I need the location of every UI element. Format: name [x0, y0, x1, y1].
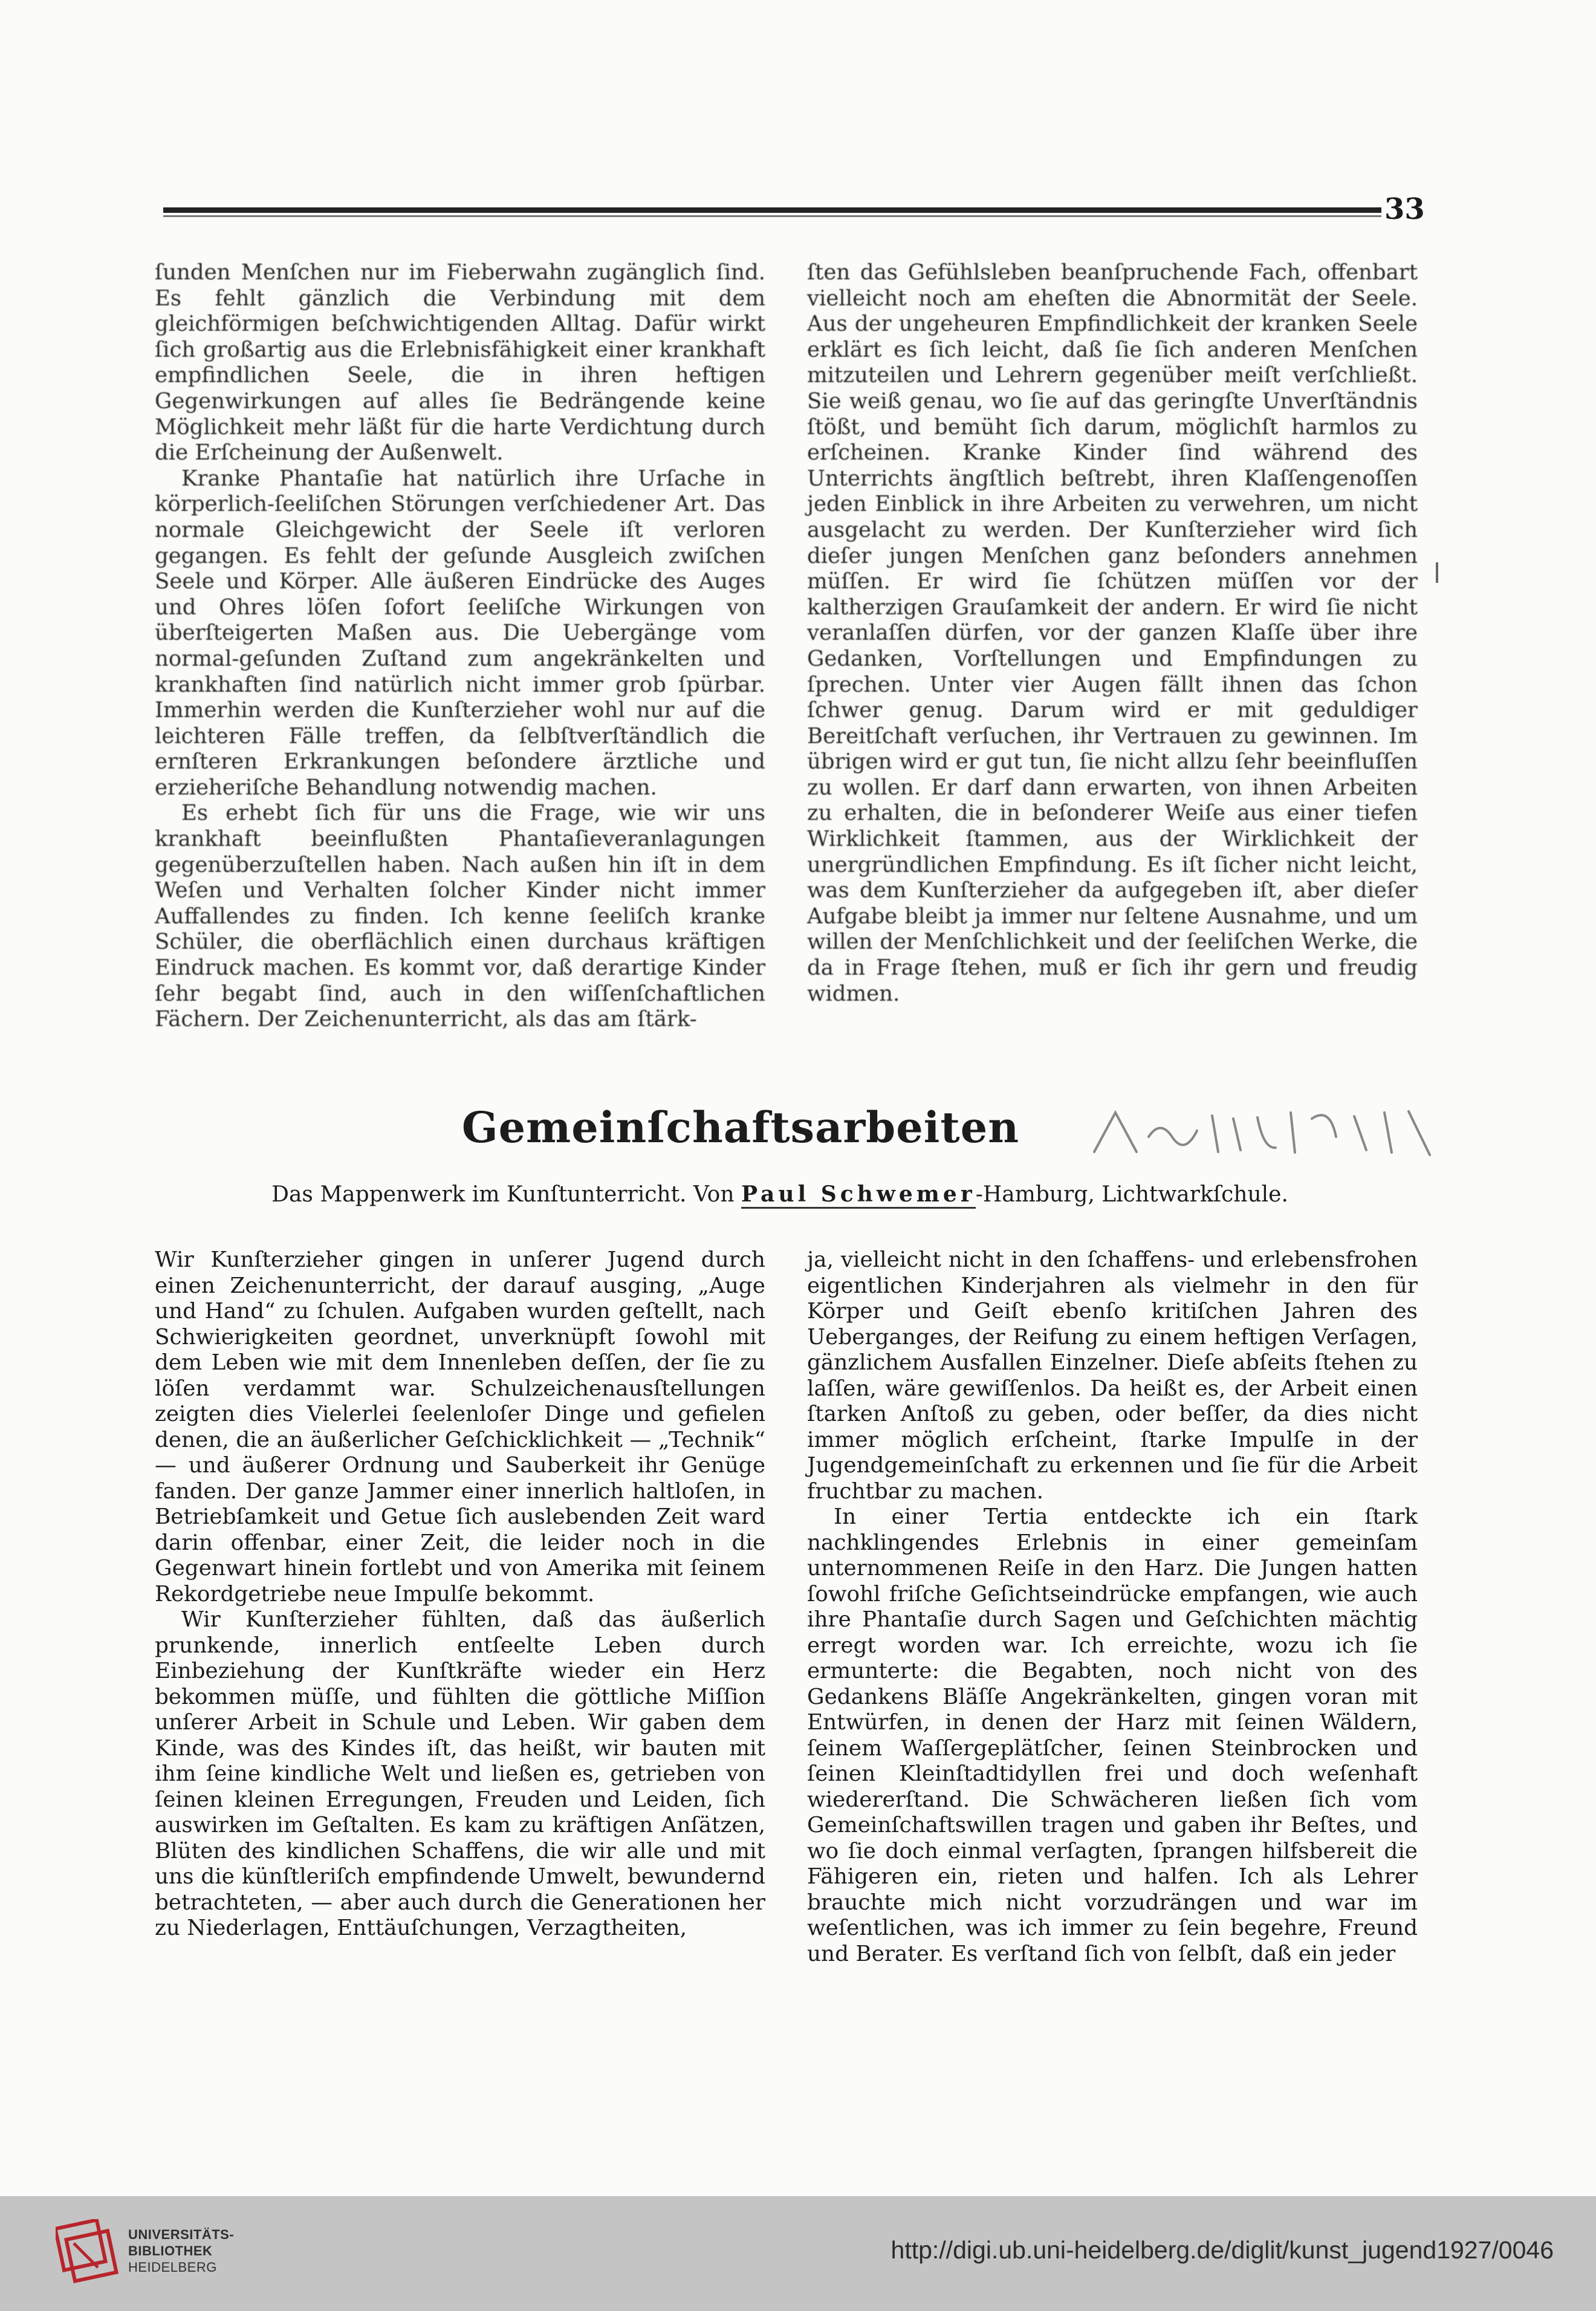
column-left-top [155, 260, 765, 1040]
column-left-bottom [155, 1247, 765, 2033]
paragraph: ſunden Menſchen nur im Fieberwahn zugänglich ſind. Es fehlt gänzlich die Verbindung mit dem gleichförmigen beſchwichtigenden Alltag. Dafür wirkt ſich großartig aus die Erlebnisfähigkeit einer krankhaft empfindlichen Seele, die in ihren heftigen Gegenwirkungen auf alles ſie Bedrängende keine Möglichkeit mehr läßt für die harte Verdichtung durch die Erſcheinung der Außenwelt. [155, 260, 765, 466]
margin-mark [1436, 562, 1438, 583]
paragraph: Kranke Phantaſie hat natürlich ihre Urſache in körperlich-ſeeliſchen Störungen verſchiedener Art. Das normale Gleichgewicht der Seele iſt verloren gegangen. Es fehlt der geſunde Ausgleich zwiſchen Seele und Körper. Alle äußeren Eindrücke des Auges und Ohres löſen ſofort ſeeliſche Wirkungen von überſteigerten Maßen aus. Die Uebergänge vom normal-geſunden Zuſtand zum angekränkelten und krankhaften ſind natürlich nicht immer grob ſpürbar. Immerhin werden die Kunſterzieher wohl nur auf die leichteren Fälle treffen, da ſelbſtverſtändlich die ernſteren Erkrankungen beſondere ärztliche und erzieheriſche Behandlung notwendig machen. [155, 466, 765, 800]
paragraph: ſten das Gefühlsleben beanſpruchende Fach, offenbart vielleicht noch am eheſten die Abnormität der Seele. Aus der ungeheuren Empfindlichkeit der kranken Seele erklärt es ſich leicht, daß ſie ſich anderen Menſchen mitzuteilen und Lehrern gegenüber meiſt verſchließt. Sie weiß genau, wo ſie auf das geringſte Unverſtändnis ſtößt, und bemüht ſich darum, möglichſt harmlos zu erſcheinen. Kranke Kinder ſind während des Unterrichts ängſtlich beſtrebt, ihren Klaſſengenoſſen jeden Einblick in ihre Arbeiten zu verwehren, um nicht ausgelacht zu werden. Der Kunſterzieher wird ſich dieſer jungen Menſchen ganz beſonders annehmen müſſen. Er wird ſie ſchützen müſſen vor der kaltherzigen Grauſamkeit der andern. Er wird ſie nicht veranlaſſen dürfen, vor der ganzen Klaſſe über ihre Gedanken, Vorſtellungen und Empfindungen zu ſprechen. Unter vier Augen fällt ihnen das ſchon ſchwer genug. Darum wird er mit geduldiger Bereitſchaft verſuchen, ihr Vertrauen zu gewinnen. Im übrigen wird er gut tun, ſie nicht allzu ſehr beeinfluſſen zu wollen. Er darf dann erwarten, von ihnen Arbeiten zu erhalten, die in beſonderer Weiſe aus einer tiefen Wirklichkeit ſtammen, aus der Wirklichkeit der unergründlichen Empfindung. Es iſt ſicher nicht leicht, was dem Kunſterzieher da aufgegeben iſt, aber dieſer Aufgabe bleibt ja immer nur ſeltene Ausnahme, und um willen der Menſchlichkeit und der ſeeliſchen Werke, die da in Frage ſtehen, muß er ſich ihr gern und freudig widmen. [807, 260, 1418, 1006]
library-name[interactable] [128, 2226, 346, 2275]
article-subtitle [212, 1179, 1348, 1210]
subtitle-suffix: -Hamburg, Lichtwarkſchule. [975, 1182, 1288, 1207]
paragraph: Es erhebt ſich für uns die Frage, wie wir uns krankhaft beeinflußten Phantaſieveranlagungen gegenüberzuſtellen haben. Nach außen hin iſt in dem Weſen und Verhalten ſolcher Kinder nicht immer Auffallendes zu finden. Ich kenne ſeeliſch kranke Schüler, die oberflächlich einen durchaus kräftigen Eindruck machen. Es kommt vor, daß derartige Kinder ſehr begabt ſind, auch in den wiſſenſchaftlichen Fächern. Der Zeichenunterricht, als das am ſtärk- [155, 801, 765, 1032]
handwritten-annotation [1082, 1094, 1445, 1161]
library-line2: BIBLIOTHEK [128, 2243, 213, 2258]
header-rule [163, 207, 1381, 213]
section-title: Gemeinſchaftsarbeiten [461, 1102, 1020, 1152]
page-number: 33 [1384, 192, 1425, 226]
library-line3: HEIDELBERG [128, 2260, 217, 2275]
paragraph: Wir Kunſterzieher fühlten, daß das äußerlich prunkende, innerlich entſeelte Leben durch Einbeziehung der Kunſtkräfte wieder ein Herz bekommen müſſe, und fühlten die göttliche Miſſion unſerer Arbeit in Schule und Leben. Wir gaben dem Kinde, was des Kindes iſt, das heißt, wir bauten mit ihm ſeine kindliche Welt und ließen es, getrieben von ſeinen kleinen Erregungen, Freuden und Leiden, ſich auswirken im Geſtalten. Es kam zu kräftigen Anſätzen, Blüten des kindlichen Schaffens, die wir alle und mit uns die künſtleriſch empfindende Umwelt, bewundernd betrachteten, — aber auch durch die Generationen her zu Niederlagen, Enttäuſchungen, Verzagtheiten, [155, 1607, 765, 1940]
paragraph: In einer Tertia entdeckte ich ein ſtark nachklingendes Erlebnis in einer gemeinſam unternommenen Reiſe in den Harz. Die Jungen hatten ſowohl friſche Geſichtseindrücke empfangen, wie auch ihre Phantaſie durch Sagen und Geſchichten mächtig erregt worden war. Ich erreichte, wozu ich ſie ermunterte: die Begabten, noch nicht von des Gedankens Bläſſe Angekränkelten, gingen voran mit Entwürfen, in denen der Harz mit ſeinen Wäldern, ſeinem Waſſergeplätſcher, ſeinen Steinbrocken und ſeinen Kleinſtadtidyllen frei und doch weſenhaft wiedererſtand. Die Schwächeren ließen ſich vom Gemeinſchaftswillen tragen und gaben ihr Beſtes, und wo ſie doch einmal verſagten, ſprangen hilfsbereit die Fähigeren ein, rieten und halfen. Ich als Lehrer brauchte mich nicht vorzudrängen und war im weſentlichen, was ich immer zu ſein begehre, Freund und Berater. Es verſtand ſich von ſelbſt, daß ein jeder [807, 1504, 1418, 1966]
paragraph: ja, vielleicht nicht in den ſchaffens- und erlebensfrohen eigentlichen Kinderjahren als vielmehr in den für Körper und Geiſt ebenſo kritiſchen Jahren des Ueberganges, der Reifung zu einem heftigen Verſagen, gänzlichem Ausfallen Einzelner. Dieſe abſeits ſtehen zu laſſen, wäre gewiſſenlos. Da heißt es, der Arbeit einen ſtarken Anſtoß zu geben, oder beſſer, da dies nicht immer möglich erſcheint, ſtarke Impulſe in der Jugendgemeinſchaft zu erkennen und ſie für die Arbeit fruchtbar zu machen. [807, 1247, 1418, 1504]
paragraph: Wir Kunſterzieher gingen in unſerer Jugend durch einen Zeichenunterricht, der darauf ausging, „Auge und Hand“ zu ſchulen. Aufgaben wurden geſtellt, nach Schwierigkeiten geordnet, unverknüpft ſowohl mit dem Leben wie mit dem Innenleben deſſen, der ſie zu löſen verdammt war. Schulzeichenausſtellungen zeigten dies Vielerlei ſeelenloſer Dinge und gefielen denen, die an äußerlicher Geſchicklichkeit — „Technik“ — und äußerer Ordnung und Sauberkeit ihr Genüge fanden. Der ganze Jammer einer innerlich haltloſen, in Betriebſamkeit und Getue ſich auslebenden Zeit ward darin offenbar, einer Zeit, die leider noch in die Gegenwart hinein fortlebt und von Amerika mit ſeinem Rekordgetriebe neue Impulſe bekommt. [155, 1247, 765, 1607]
column-right-bottom [807, 1247, 1418, 2033]
subtitle-prefix: Das Mappenwerk im Kunſtunterricht. Von [271, 1182, 741, 1207]
viewer-footer [0, 2196, 1596, 2311]
library-line1: UNIVERSITÄTS- [128, 2227, 235, 2242]
column-right-top [807, 260, 1418, 1040]
library-logo-icon[interactable] [56, 2219, 121, 2287]
permalink-url[interactable]: http://digi.ub.uni-heidelberg.de/diglit/kunst_jugend1927/0046 [890, 2236, 1554, 2264]
author-name: Paul Schwemer [741, 1182, 976, 1209]
